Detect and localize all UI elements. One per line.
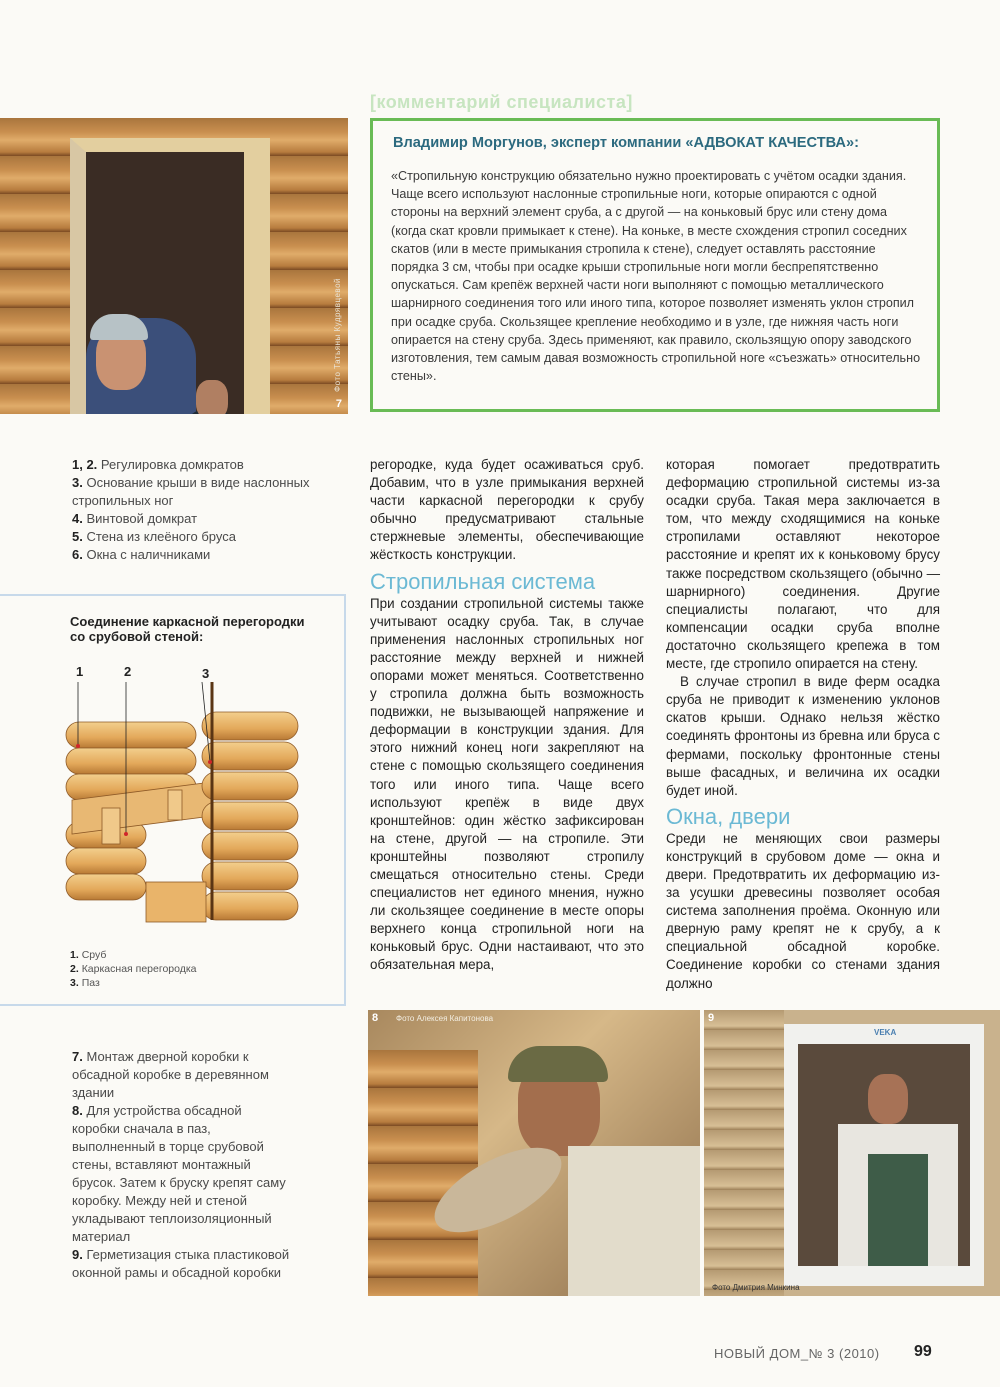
article-paragraph: которая помогает предотвратить деформацию стропильной системы из-за осадки сруба. Такая мера заключается в том, что между сходящимися на коньке стропилами оставляют некоторое расстояние и крепят их к коньковому брусу также посредством скользящего (обычно — шарнирного) соединения. Другие специалисты полагают, что для компенсации осадки сруба вполне достаточно скользящего крепежа в том месте, где стропило опирается на стену.: [666, 457, 940, 672]
diagram-box: [0, 594, 346, 1006]
caption-item: 3. Основание крыши в виде наслонных стропильных ног: [72, 475, 310, 508]
photo-number: 9: [708, 1012, 715, 1024]
photo-credit: Фото Татьяны Кудрявцевой: [333, 278, 342, 392]
section-heading-windows-doors: Окна, двери: [666, 803, 791, 829]
diagram-label-1: 1: [76, 664, 84, 679]
photo-8: [368, 1010, 700, 1296]
window-frame: [784, 1024, 984, 1286]
article-paragraph: При создании стропильной системы также учитывают осадку сруба. Так, в случае применения наслонных стропильных ног расстояние между верхней и нижней опорами может меняться. Соответственно у стропила должна быть возможность подвижки, не вызывающей напряжение и деформации в конструкции здания. Для этого нижний конец ноги закрепляют на стене с помощью скользящего соединения того или иного типа. Чаще всего используют крепёж в виде двух кронштейнов: один жёстко зафиксирован на стене, другой — на стропиле. Эти кронштейны позволяют стропилу смещаться относительно стены. Среди специалистов нет единого мнения, нужно ли скользящее соединение в месте опоры верхнего конца стропильной ноги на коньковый брус. Одни настаивают, что это обязательная мера,: [370, 595, 644, 973]
article-paragraph: В случае стропил в виде ферм осадка сруба не приводит к изменению уклонов скатов крыши. Однако нельзя жёстко соединять фронтоны из бревна или бруса с фермами, поскольку фронтонные стены выше фасадных, и величина их осадки будет иной.: [666, 674, 940, 798]
photo-credit: Фото Алексея Капитонова: [396, 1014, 494, 1023]
photo-7: [0, 118, 348, 414]
photo-credit: Фото Дмитрия Минкина: [712, 1283, 800, 1292]
worker-head: [868, 1074, 908, 1124]
caption-item: 8. Для устройства обсадной коробки сначала в паз, выполненный в торце срубовой стены, вставляют монтажный брусок. Затем к бруску крепят саму коробку. Между ней и стеной укладывают теплоизоляционный материал: [72, 1103, 286, 1244]
diagram-legend: [70, 948, 197, 990]
magazine-issue: НОВЫЙ ДОМ_№ 3 (2010): [714, 1346, 880, 1361]
worker-apron: [868, 1154, 928, 1266]
legend-item: 3. Паз: [70, 977, 100, 989]
caption-item: 6. Окна с наличниками: [72, 547, 211, 562]
caption-item: 1, 2. Регулировка домкратов: [72, 457, 244, 472]
caption-item: 9. Герметизация стыка пластиковой оконной рамы и обсадной коробки: [72, 1247, 290, 1280]
article-column-1: [370, 456, 644, 975]
page-number: 99: [914, 1343, 932, 1360]
legend-item: 2. Каркасная перегородка: [70, 963, 197, 975]
expert-name: Владимир Моргунов, эксперт компании «АДВОКАТ КАЧЕСТВА»:: [393, 135, 859, 151]
article-paragraph: Среди не меняющих свои размеры конструкций в срубовом доме — окна и двери. Предотвратить их деформацию из-за усушки древесины позволяет особая система заполнения проёма. Оконную или дверную раму крепят не к срубу, а к специальной обсадной коробке. Соединение коробки со стенами здания должно: [666, 830, 940, 991]
article-column-2: [666, 456, 940, 993]
log-wall: [704, 1010, 784, 1296]
caption-item: 4. Винтовой домкрат: [72, 511, 198, 526]
worker-cap: [508, 1046, 608, 1082]
diagram-label-2: 2: [124, 664, 132, 679]
diagram-label-3: 3: [202, 666, 210, 681]
diagram-title: Соединение каркасной перегородки со срубовой стеной:: [70, 614, 305, 644]
photo-number: 8: [372, 1012, 379, 1024]
log-wall: [368, 1050, 478, 1296]
caption-item: 7. Монтаж дверной коробки к обсадной коробке в деревянном здании: [72, 1049, 269, 1100]
window-opening: [798, 1044, 970, 1266]
legend-item: 1. Сруб: [70, 949, 107, 961]
expert-text: «Стропильную конструкцию обязательно нужно проектировать с учётом осадки здания. Чаще всего используют наслонные стропильные ноги, которые опираются с одной стороны на верхний элемент сруба, а с другой — на коньковый брус или стену дома (когда скат кровли примыкает к стене). На коньке, в месте схождения стропил соседних скатов (или в месте примыкания стропила к стене), следует оставлять расстояние порядка 3 см, чтобы при осадке крыши стропильные ноги могли беспрепятственно опускаться. Сам крепёж верхней части ноги выполняют с помощью металлического шарнирного соединения того или иного типа, которое позволяет изменять уклон стропил при осадке сруба. Скользящее крепление необходимо и в узле, где нижняя часть ноги опирается на стену сруба. Здесь применяют, как правило, скользящую опору заводского изготовления, тем самым давая возможность стропильной ноге «съезжать» относительно стены».: [391, 169, 921, 384]
photo-captions-bottom: [72, 1048, 292, 1282]
frame-brand: VEKA: [874, 1028, 897, 1037]
caption-item: 5. Стена из клеёного бруса: [72, 529, 236, 544]
worker-shirt: [568, 1146, 700, 1296]
photo-9: [704, 1010, 1000, 1296]
photo-captions-top: [72, 456, 342, 564]
worker-head-2: [196, 380, 228, 414]
section-heading-rafters: Стропильная система: [370, 568, 596, 594]
photo-number: 7: [335, 398, 342, 410]
expert-section-label: [комментарий специалиста]: [370, 92, 633, 112]
expert-comment-box: [370, 118, 940, 412]
log-joint-illustration: [62, 682, 302, 928]
article-paragraph: регородке, куда будет осаживаться сруб. Добавим, что в узле примыкания верхней части каркасной перегородки к срубу обычно предусматривают стальные стержневые элементы, обеспечивающие жёсткость конструкции.: [370, 457, 644, 563]
